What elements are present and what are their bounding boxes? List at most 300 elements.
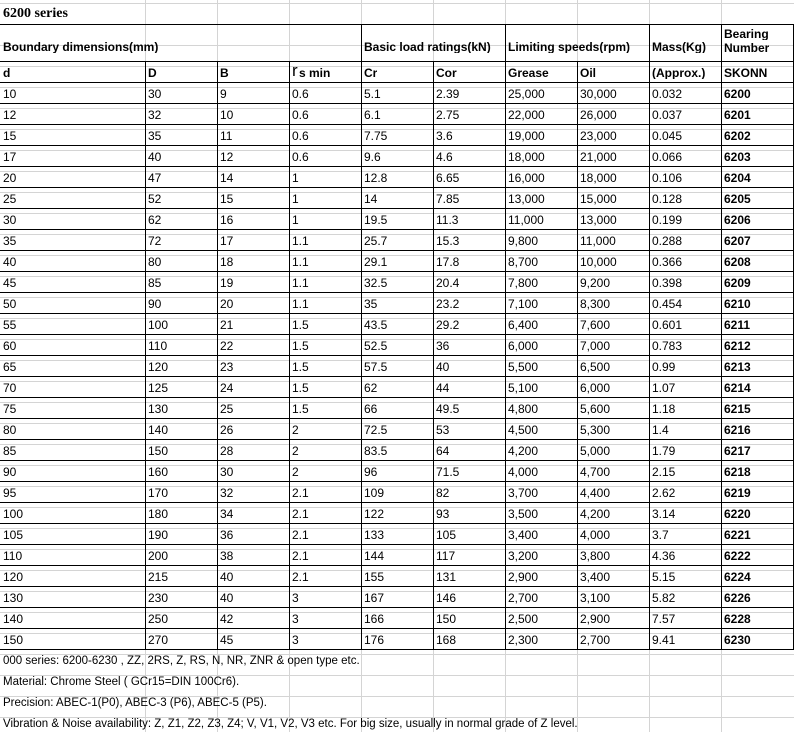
table-cell: 18 (220, 256, 234, 268)
table-cell: 19,000 (508, 130, 545, 142)
header-bearing: Bearing (724, 28, 769, 40)
table-cell: 7.75 (364, 130, 388, 142)
table-cell: 180 (148, 508, 169, 520)
table-cell: 4.6 (436, 151, 453, 163)
table-cell: 2.1 (292, 508, 309, 520)
table-cell: 20 (3, 172, 17, 184)
table-cell: 49.5 (436, 403, 460, 415)
table-cell: 230 (148, 592, 169, 604)
table-cell: 117 (436, 550, 456, 562)
table-cell: 167 (364, 592, 385, 604)
table-cell: 5,000 (580, 445, 611, 457)
table-cell: 32 (220, 487, 234, 499)
table-cell: 13,000 (580, 214, 617, 226)
table-border (0, 586, 794, 587)
bearing-number: 6200 (724, 88, 751, 100)
table-border (0, 460, 794, 461)
col-rs-r: r (292, 62, 298, 79)
table-cell: 2,900 (580, 613, 611, 625)
table-cell: 17.8 (436, 256, 460, 268)
table-cell: 0.601 (652, 319, 683, 331)
table-cell: 7,000 (580, 340, 611, 352)
bearing-number: 6211 (724, 319, 751, 331)
table-cell: 82 (436, 487, 450, 499)
table-cell: 3.6 (436, 130, 453, 142)
table-cell: 1.4 (652, 424, 669, 436)
table-cell: 7,600 (580, 319, 611, 331)
table-cell: 53 (436, 424, 450, 436)
table-border (0, 313, 794, 314)
table-cell: 160 (148, 466, 169, 478)
table-cell: 0.398 (652, 277, 683, 289)
table-cell: 8,300 (580, 298, 611, 310)
table-cell: 21,000 (580, 151, 617, 163)
table-cell: 4,800 (508, 403, 539, 415)
table-cell: 35 (3, 235, 17, 247)
table-cell: 15,000 (580, 193, 617, 205)
table-cell: 1.18 (652, 403, 676, 415)
table-cell: 3,200 (508, 550, 539, 562)
bearing-number: 6220 (724, 508, 751, 520)
table-cell: 21 (220, 319, 234, 331)
col-mass-approx: (Approx.) (652, 67, 706, 79)
bearing-number: 6217 (724, 445, 751, 457)
table-cell: 2,300 (508, 634, 539, 646)
table-cell: 40 (148, 151, 162, 163)
table-cell: 5,300 (580, 424, 611, 436)
bearing-number: 6222 (724, 550, 751, 562)
table-cell: 10 (3, 88, 17, 100)
gridline (0, 423, 794, 424)
table-cell: 2,900 (508, 571, 539, 583)
table-cell: 22 (220, 340, 234, 352)
table-cell: 0.6 (292, 88, 309, 100)
table-cell: 19.5 (364, 214, 388, 226)
table-cell: 9,800 (508, 235, 539, 247)
bearing-number: 6228 (724, 613, 751, 625)
table-cell: 50 (3, 298, 17, 310)
table-cell: 38 (220, 550, 234, 562)
table-cell: 2.1 (292, 529, 309, 541)
table-cell: 71.5 (436, 466, 460, 478)
bearing-number: 6210 (724, 298, 751, 310)
table-cell: 5,500 (508, 361, 539, 373)
table-border (0, 292, 794, 293)
table-cell: 100 (148, 319, 169, 331)
table-cell: 52 (148, 193, 162, 205)
table-cell: 80 (148, 256, 162, 268)
table-cell: 2.1 (292, 550, 309, 562)
header-limiting-speeds: Limiting speeds(rpm) (508, 41, 631, 53)
table-cell: 2.1 (292, 571, 309, 583)
table-cell: 0.288 (652, 235, 683, 247)
table-cell: 109 (364, 487, 385, 499)
table-cell: 52.5 (364, 340, 388, 352)
table-cell: 42 (220, 613, 234, 625)
table-cell: 122 (364, 508, 385, 520)
table-border (0, 103, 794, 104)
table-border (0, 355, 794, 356)
table-cell: 40 (3, 256, 17, 268)
table-cell: 150 (436, 613, 457, 625)
table-cell: 170 (148, 487, 169, 499)
table-cell: 3,100 (580, 592, 611, 604)
table-cell: 29.1 (364, 256, 388, 268)
table-cell: 24 (220, 382, 234, 394)
table-cell: 40 (220, 592, 234, 604)
table-border (0, 418, 794, 419)
bearing-number: 6209 (724, 277, 751, 289)
table-cell: 200 (148, 550, 169, 562)
table-cell: 7.57 (652, 613, 676, 625)
table-cell: 4,400 (580, 487, 611, 499)
table-border (0, 334, 794, 335)
table-cell: 140 (148, 424, 169, 436)
table-border (0, 481, 794, 482)
table-cell: 25.7 (364, 235, 388, 247)
table-cell: 17 (220, 235, 234, 247)
table-border (0, 208, 794, 209)
table-cell: 6,000 (508, 340, 539, 352)
header-load-ratings: Basic load ratings(kN) (364, 41, 491, 53)
table-cell: 3.14 (652, 508, 676, 520)
table-cell: 5.82 (652, 592, 676, 604)
table-cell: 20 (220, 298, 234, 310)
table-border (0, 145, 794, 146)
table-cell: 28 (220, 445, 234, 457)
table-border (0, 61, 794, 62)
table-cell: 1.5 (292, 319, 309, 331)
table-cell: 9,200 (580, 277, 611, 289)
table-cell: 43.5 (364, 319, 388, 331)
table-cell: 12 (3, 109, 17, 121)
table-cell: 16 (220, 214, 234, 226)
table-border (0, 124, 794, 125)
table-cell: 2.75 (436, 109, 460, 121)
table-cell: 7.85 (436, 193, 460, 205)
table-border (0, 523, 794, 524)
table-border (0, 271, 794, 272)
table-cell: 35 (364, 298, 378, 310)
table-cell: 166 (364, 613, 385, 625)
table-cell: 90 (3, 466, 17, 478)
table-border (0, 166, 794, 167)
table-cell: 75 (3, 403, 17, 415)
table-cell: 18,000 (508, 151, 545, 163)
table-cell: 47 (148, 172, 162, 184)
table-cell: 6.1 (364, 109, 381, 121)
table-cell: 3,400 (508, 529, 539, 541)
table-cell: 95 (3, 487, 17, 499)
table-cell: 6,500 (580, 361, 611, 373)
table-cell: 120 (148, 361, 169, 373)
table-cell: 4,000 (508, 466, 539, 478)
bearing-number: 6216 (724, 424, 751, 436)
table-cell: 32.5 (364, 277, 388, 289)
table-cell: 1.1 (292, 277, 309, 289)
table-cell: 131 (436, 571, 457, 583)
table-cell: 13,000 (508, 193, 545, 205)
sheet-title: 6200 series (3, 6, 68, 21)
col-D: D (148, 67, 157, 79)
col-oil: Oil (580, 67, 597, 79)
table-cell: 0.106 (652, 172, 683, 184)
table-cell: 30,000 (580, 88, 617, 100)
table-cell: 190 (148, 529, 169, 541)
table-border (0, 607, 794, 608)
table-border (0, 376, 794, 377)
table-cell: 22,000 (508, 109, 545, 121)
table-border (0, 502, 794, 503)
table-cell: 65 (3, 361, 17, 373)
table-cell: 3 (292, 613, 299, 625)
bearing-number: 6214 (724, 382, 751, 394)
note-line: Material: Chrome Steel ( GCr15=DIN 100Cr6). (3, 676, 240, 688)
table-cell: 0.199 (652, 214, 683, 226)
table-cell: 30 (220, 466, 234, 478)
col-B: B (220, 67, 229, 79)
bearing-number: 6202 (724, 130, 751, 142)
bearing-number: 6226 (724, 592, 751, 604)
table-cell: 62 (148, 214, 162, 226)
table-cell: 2 (292, 466, 299, 478)
table-cell: 1 (292, 172, 299, 184)
table-cell: 15 (220, 193, 234, 205)
bearing-number: 6204 (724, 172, 751, 184)
table-cell: 1.5 (292, 382, 309, 394)
table-cell: 1.79 (652, 445, 676, 457)
table-cell: 1.5 (292, 403, 309, 415)
table-cell: 176 (364, 634, 385, 646)
table-cell: 20.4 (436, 277, 460, 289)
bearing-number: 6207 (724, 235, 751, 247)
table-cell: 2.1 (292, 487, 309, 499)
table-cell: 0.045 (652, 130, 683, 142)
table-cell: 64 (436, 445, 450, 457)
table-cell: 0.037 (652, 109, 683, 121)
table-cell: 2.62 (652, 487, 676, 499)
table-border (0, 397, 794, 398)
table-cell: 120 (3, 571, 24, 583)
bearing-number: 6215 (724, 403, 751, 415)
table-cell: 5.1 (364, 88, 381, 100)
table-cell: 1.07 (652, 382, 676, 394)
table-cell: 15 (3, 130, 17, 142)
table-cell: 0.454 (652, 298, 683, 310)
bearing-number: 6213 (724, 361, 751, 373)
table-cell: 150 (3, 634, 24, 646)
table-cell: 23.2 (436, 298, 460, 310)
table-cell: 6,000 (580, 382, 611, 394)
table-cell: 85 (3, 445, 17, 457)
header-mass: Mass(Kg) (652, 41, 707, 53)
table-cell: 26,000 (580, 109, 617, 121)
table-border (0, 544, 794, 545)
table-cell: 2,700 (508, 592, 539, 604)
table-border (0, 24, 794, 25)
table-cell: 4,200 (508, 445, 539, 457)
table-cell: 26 (220, 424, 234, 436)
table-cell: 0.99 (652, 361, 676, 373)
table-cell: 0.6 (292, 130, 309, 142)
table-cell: 90 (148, 298, 162, 310)
table-cell: 9 (220, 88, 227, 100)
table-cell: 110 (148, 340, 168, 352)
table-cell: 18,000 (580, 172, 617, 184)
table-cell: 2 (292, 445, 299, 457)
table-border (0, 439, 794, 440)
table-cell: 155 (364, 571, 385, 583)
col-skonn: SKONN (724, 67, 768, 79)
table-cell: 10 (220, 109, 234, 121)
table-cell: 40 (220, 571, 234, 583)
table-cell: 2 (292, 424, 299, 436)
table-cell: 10,000 (580, 256, 617, 268)
table-cell: 140 (3, 613, 24, 625)
table-cell: 11 (220, 130, 233, 142)
table-cell: 62 (364, 382, 378, 394)
table-cell: 1.5 (292, 361, 309, 373)
table-cell: 3,700 (508, 487, 539, 499)
table-cell: 23,000 (580, 130, 617, 142)
table-cell: 72 (148, 235, 162, 247)
table-cell: 2,700 (580, 634, 611, 646)
table-cell: 5,600 (580, 403, 611, 415)
col-rs-smin: s min (299, 67, 331, 79)
table-cell: 3.7 (652, 529, 669, 541)
table-cell: 66 (364, 403, 378, 415)
table-cell: 44 (436, 382, 450, 394)
table-cell: 0.128 (652, 193, 683, 205)
table-cell: 45 (3, 277, 17, 289)
table-cell: 3,400 (580, 571, 611, 583)
note-line: Precision: ABEC-1(P0), ABEC-3 (P6), ABEC-5 (P5). (3, 697, 267, 709)
table-cell: 3,500 (508, 508, 539, 520)
table-cell: 93 (436, 508, 450, 520)
table-cell: 0.6 (292, 109, 309, 121)
table-cell: 9.6 (364, 151, 381, 163)
table-cell: 270 (148, 634, 169, 646)
col-d: d (3, 67, 11, 79)
table-cell: 0.066 (652, 151, 683, 163)
table-cell: 36 (220, 529, 234, 541)
table-cell: 11,000 (580, 235, 616, 247)
header-boundary-dimensions: Boundary dimensions(mm) (3, 41, 159, 53)
table-cell: 7,100 (508, 298, 539, 310)
table-cell: 12.8 (364, 172, 388, 184)
table-cell: 11.3 (436, 214, 459, 226)
bearing-number: 6206 (724, 214, 751, 226)
bearing-number: 6201 (724, 109, 751, 121)
table-border (0, 250, 794, 251)
table-border (0, 565, 794, 566)
header-number: Number (724, 42, 770, 54)
note-line: Vibration & Noise availability: Z, Z1, Z2, Z3, Z4; V, V1, V2, V3 etc. For big size, usually in normal grade of Z level. (3, 718, 578, 730)
table-cell: 4,000 (580, 529, 611, 541)
table-cell: 34 (220, 508, 234, 520)
table-cell: 2,500 (508, 613, 539, 625)
table-cell: 11,000 (508, 214, 544, 226)
table-cell: 32 (148, 109, 162, 121)
table-cell: 168 (436, 634, 457, 646)
bearing-number: 6218 (724, 466, 751, 478)
table-border (0, 187, 794, 188)
table-border (0, 229, 794, 230)
table-cell: 0.6 (292, 151, 309, 163)
table-cell: 17 (3, 151, 17, 163)
table-cell: 23 (220, 361, 234, 373)
table-cell: 215 (148, 571, 169, 583)
col-grease: Grease (508, 67, 549, 79)
table-cell: 80 (3, 424, 17, 436)
table-cell: 14 (220, 172, 234, 184)
table-cell: 12 (220, 151, 234, 163)
col-cr: Cr (364, 67, 378, 79)
table-cell: 29.2 (436, 319, 460, 331)
bearing-number: 6219 (724, 487, 751, 499)
table-cell: 4.36 (652, 550, 676, 562)
table-border (0, 649, 794, 650)
table-cell: 130 (148, 403, 169, 415)
table-cell: 25 (220, 403, 234, 415)
table-cell: 55 (3, 319, 17, 331)
table-cell: 4,500 (508, 424, 539, 436)
table-cell: 1.1 (292, 235, 309, 247)
table-cell: 144 (364, 550, 385, 562)
table-cell: 0.366 (652, 256, 683, 268)
table-cell: 3,800 (580, 550, 611, 562)
table-cell: 105 (3, 529, 24, 541)
table-cell: 5.15 (652, 571, 676, 583)
bearing-number: 6221 (724, 529, 751, 541)
table-cell: 16,000 (508, 172, 545, 184)
table-cell: 40 (436, 361, 450, 373)
table-cell: 1 (292, 214, 299, 226)
table-cell: 30 (3, 214, 17, 226)
table-cell: 0.032 (652, 88, 683, 100)
table-cell: 60 (3, 340, 17, 352)
table-cell: 72.5 (364, 424, 388, 436)
table-cell: 146 (436, 592, 457, 604)
table-cell: 6,400 (508, 319, 539, 331)
table-cell: 1.1 (292, 298, 309, 310)
table-cell: 133 (364, 529, 385, 541)
table-cell: 0.783 (652, 340, 683, 352)
table-cell: 1.5 (292, 340, 309, 352)
bearing-number: 6230 (724, 634, 751, 646)
table-cell: 83.5 (364, 445, 388, 457)
table-cell: 150 (148, 445, 169, 457)
table-cell: 9.41 (652, 634, 676, 646)
table-cell: 57.5 (364, 361, 388, 373)
table-cell: 5,100 (508, 382, 539, 394)
table-cell: 8,700 (508, 256, 539, 268)
table-cell: 35 (148, 130, 162, 142)
table-cell: 36 (436, 340, 450, 352)
table-cell: 250 (148, 613, 169, 625)
bearing-number: 6224 (724, 571, 751, 583)
table-cell: 3 (292, 634, 299, 646)
bearing-number: 6203 (724, 151, 751, 163)
table-cell: 2.39 (436, 88, 460, 100)
table-cell: 1.1 (292, 256, 309, 268)
bearing-number: 6205 (724, 193, 751, 205)
table-cell: 6.65 (436, 172, 460, 184)
gridline (0, 3, 794, 4)
table-cell: 7,800 (508, 277, 539, 289)
table-cell: 2.15 (652, 466, 676, 478)
table-cell: 100 (3, 508, 24, 520)
